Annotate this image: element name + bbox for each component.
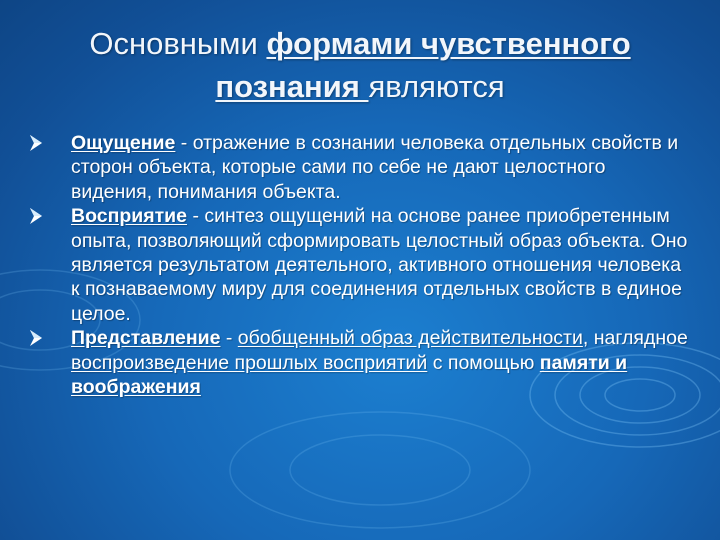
text-visual: , наглядное xyxy=(582,327,688,350)
arrowhead-bullet-icon xyxy=(28,328,44,348)
title-part-1: Основными xyxy=(89,26,267,61)
term-representation: Представление xyxy=(71,327,221,350)
phrase-generalized-image: обобщенный образ действительности xyxy=(237,327,583,350)
definition-perception: - синтез ощущений на основе ранее приобретенным опыта, позволяющий сформировать целостный образ объекта. Оно является результатом деятельного, активного отношения человека к познаваемому миру для соединения отдельных свойств в единое целое. xyxy=(71,205,688,325)
phrase-reproduction: воспроизведение прошлых восприятий xyxy=(71,351,428,374)
title-part-2: являются xyxy=(368,69,505,104)
title-emphasis: формами чувственного познания xyxy=(215,26,631,104)
bullet-list xyxy=(26,131,691,399)
list-item-sensation xyxy=(26,131,691,204)
arrowhead-bullet-icon xyxy=(28,206,44,226)
phrase-memory-imagination: памяти и воображения xyxy=(71,351,628,399)
term-perception: Восприятие xyxy=(71,205,188,228)
definition-sensation: - отражение в сознании человека отдельных свойств и сторон объекта, которые сами по себе не дают целостного видения, понимания объекта. xyxy=(71,132,679,203)
term-sensation: Ощущение xyxy=(71,132,176,154)
list-item-representation xyxy=(26,326,691,399)
list-item-perception xyxy=(26,204,691,326)
text-with-help: с помощью xyxy=(427,351,540,374)
separator: - xyxy=(220,327,238,350)
arrowhead-bullet-icon xyxy=(28,133,44,153)
slide-title xyxy=(24,22,696,108)
